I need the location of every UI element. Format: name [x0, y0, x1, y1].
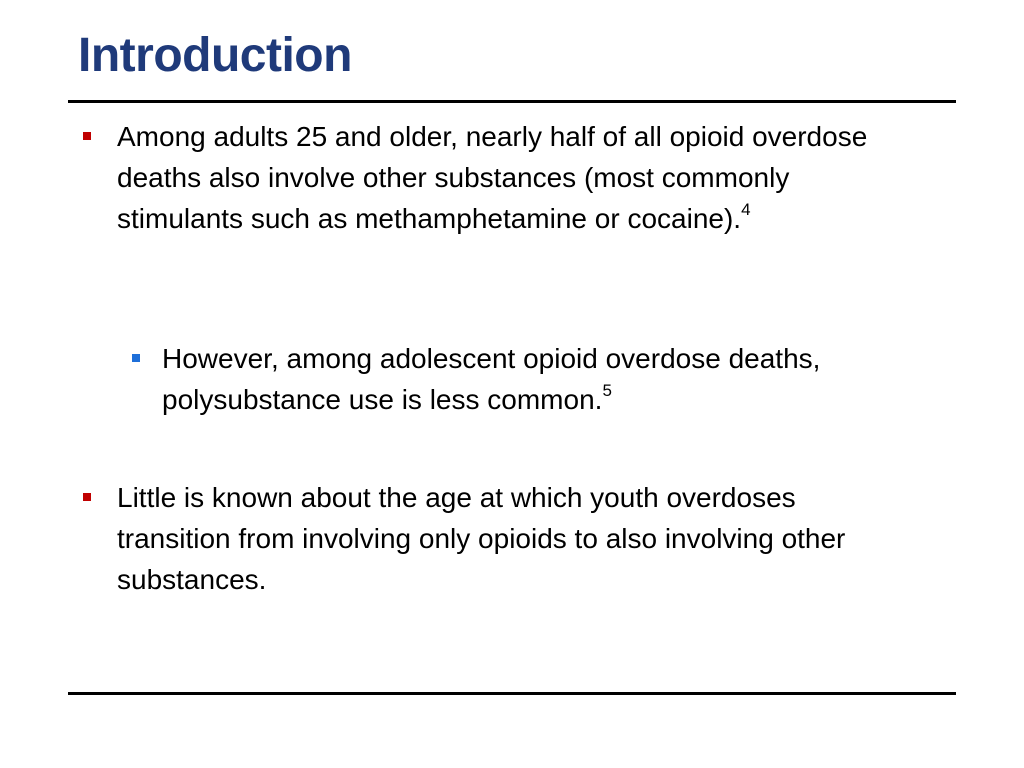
footer-divider: [68, 692, 956, 695]
bullet-text: [162, 338, 922, 420]
footnote-reference: 4: [741, 199, 751, 219]
bullet-item-youth-transition: [117, 477, 907, 600]
bullet-text: [117, 116, 877, 239]
bullet-text: [117, 477, 907, 600]
bullet-item-adult-overdose: [117, 116, 877, 239]
bullet-text-body: However, among adolescent opioid overdose deaths, polysubstance use is less common.: [162, 343, 821, 415]
bullet-text-body: Little is known about the age at which youth overdoses transition from involving only opioids to also involving other substances.: [117, 482, 846, 595]
bullet-text-body: Among adults 25 and older, nearly half of all opioid overdose deaths also involve other substances (most commonly stimulants such as methamphetamine or cocaine).: [117, 121, 868, 234]
square-bullet-icon: [83, 493, 91, 501]
square-sub-bullet-icon: [132, 354, 140, 362]
footnote-reference: 5: [602, 380, 612, 400]
sub-bullet-item-adolescent: [162, 338, 922, 420]
square-bullet-icon: [83, 132, 91, 140]
slide-title: Introduction: [78, 29, 352, 82]
title-underline-divider: [68, 100, 956, 103]
